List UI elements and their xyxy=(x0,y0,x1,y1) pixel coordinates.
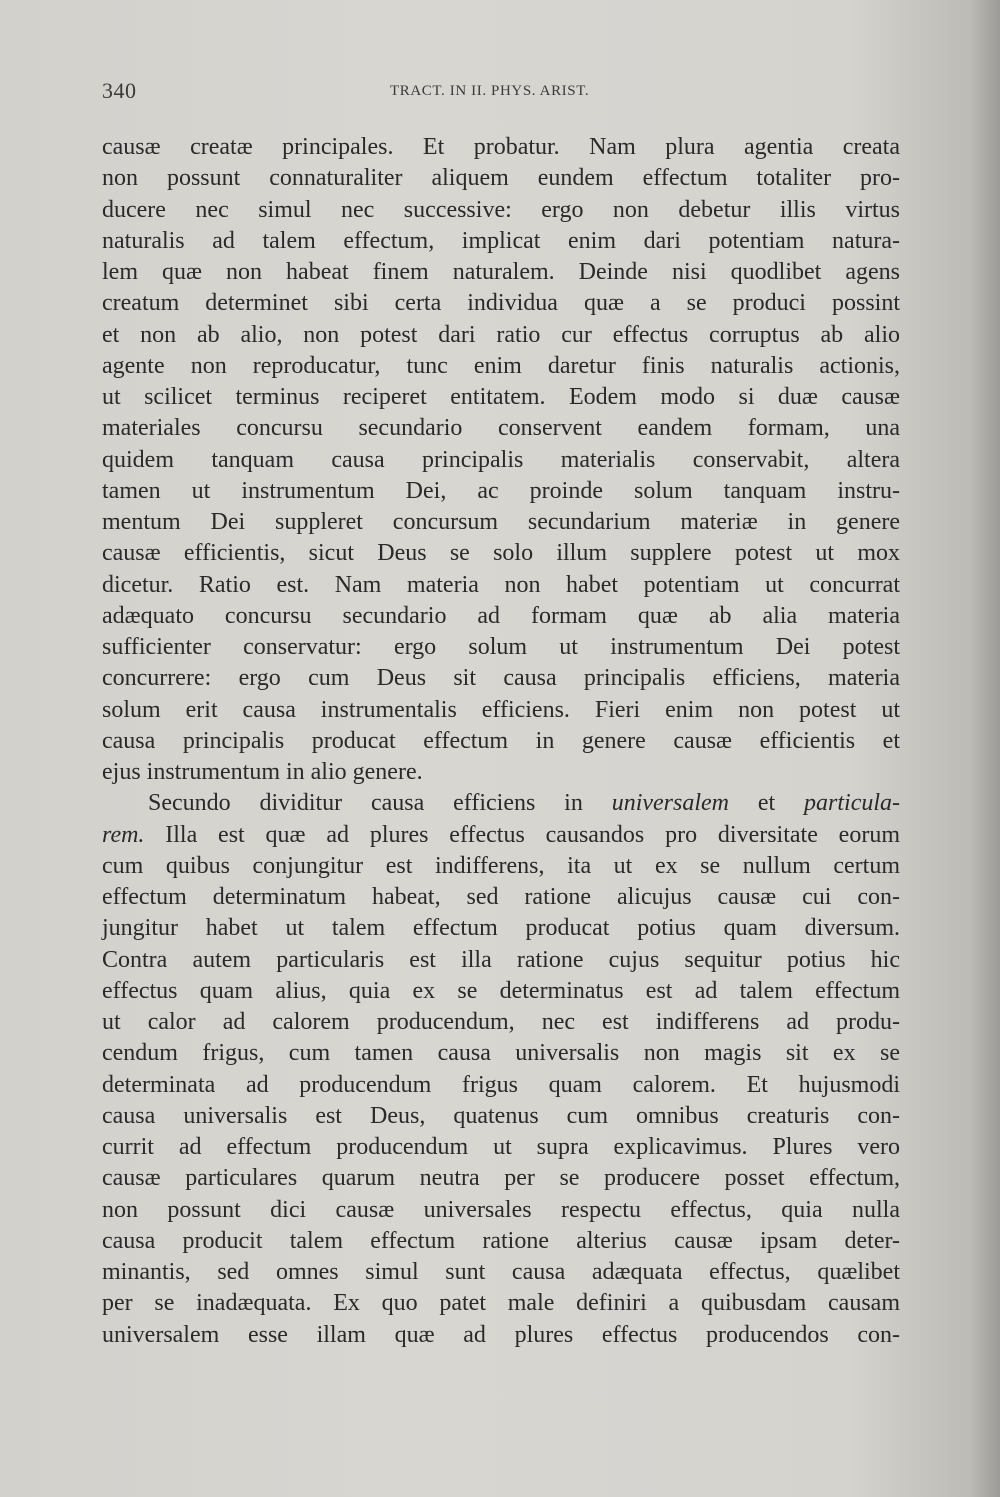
text-run: ejus instrumentum in alio genere. xyxy=(102,759,423,785)
text-line xyxy=(102,726,900,757)
text-run: ut calor ad calorem producendum, nec est indifferens ad produ- xyxy=(102,1009,900,1035)
text-line xyxy=(102,820,900,851)
text-run: et non ab alio, non potest dari ratio cur effectus corruptus ab alio xyxy=(102,321,900,348)
body-text xyxy=(102,132,900,1351)
text-line xyxy=(102,226,900,257)
text-line xyxy=(102,601,900,632)
text-run: minantis, sed omnes simul sunt causa adæquata effectus, quælibet xyxy=(102,1259,900,1285)
text-line xyxy=(102,788,900,819)
text-line xyxy=(102,413,900,444)
text-run: per se inadæquata. Ex quo patet male definiri a quibusdam causam xyxy=(102,1290,900,1317)
running-title: TRACT. IN II. PHYS. ARIST. xyxy=(390,83,590,99)
text-run: causa producit talem effectum ratione alterius causæ ipsam deter- xyxy=(102,1227,900,1254)
text-run: sufficienter conservatur: ergo solum ut instrumentum Dei potest xyxy=(102,634,900,660)
text-line xyxy=(102,132,900,163)
text-run: naturalis ad talem effectum, implicat enim dari potentiam natura- xyxy=(102,227,900,254)
text-line xyxy=(102,882,900,913)
text-line xyxy=(102,476,900,507)
italic-term: universalem xyxy=(611,790,729,817)
text-run: dicetur. Ratio est. Nam materia non habet potentiam ut concurrat xyxy=(102,571,900,598)
text-run: mentum Dei suppleret concursum secundarium materiæ in genere xyxy=(102,509,900,535)
text-line xyxy=(102,507,900,538)
text-run: causæ particulares quarum neutra per se producere posset effectum, xyxy=(102,1165,900,1192)
text-line xyxy=(102,1195,900,1226)
text-line xyxy=(102,320,900,351)
text-line xyxy=(102,945,900,976)
text-line xyxy=(102,851,900,882)
text-run: tamen ut instrumentum Dei, ac proinde solum tanquam instru- xyxy=(102,477,900,504)
text-line xyxy=(102,1007,900,1038)
running-head xyxy=(102,78,900,104)
text-line xyxy=(102,1288,900,1319)
text-run: cum quibus conjungitur est indifferens, ita ut ex se nullum certum xyxy=(102,852,900,879)
text-line xyxy=(102,1257,900,1288)
text-line xyxy=(102,1101,900,1132)
text-run: concurrere: ergo cum Deus sit causa principalis efficiens, materia xyxy=(102,665,900,692)
text-run: non possunt dici causæ universales respectu effectus, quia nulla xyxy=(102,1196,900,1223)
text-run: non possunt connaturaliter aliquem eundem effectum totaliter pro- xyxy=(102,165,900,192)
text-run: determinata ad producendum frigus quam calorem. Et hujusmodi xyxy=(102,1071,900,1098)
text-line xyxy=(102,913,900,944)
text-run: universalem esse illam quæ ad plures effectus producendos con- xyxy=(102,1321,900,1348)
text-run: creatum determinet sibi certa individua quæ a se produci possint xyxy=(102,290,900,317)
text-line xyxy=(102,695,900,726)
text-line xyxy=(102,288,900,319)
text-line xyxy=(102,663,900,694)
text-line xyxy=(102,1163,900,1194)
text-run: jungitur habet ut talem effectum producat potius quam diversum. xyxy=(102,915,900,942)
text-line xyxy=(102,632,900,663)
text-run: agente non reproducatur, tunc enim daretur finis naturalis actionis, xyxy=(102,352,900,379)
text-line xyxy=(102,976,900,1007)
text-run: lem quæ non habeat finem naturalem. Deinde nisi quodlibet agens xyxy=(102,259,900,285)
text-run: effectum determinatum habeat, sed ratione alicujus causæ cui con- xyxy=(102,884,900,910)
text-run: cendum frigus, cum tamen causa universalis non magis sit ex se xyxy=(102,1040,900,1067)
text-run: Contra autem particularis est illa ratione cujus sequitur potius hic xyxy=(102,946,900,973)
text-line xyxy=(102,1070,900,1101)
text-line xyxy=(102,163,900,194)
text-line xyxy=(102,757,900,788)
text-run: causæ creatæ principales. Et probatur. Nam plura agentia creata xyxy=(102,134,900,160)
text-run: ducere nec simul nec successive: ergo non debetur illis virtus xyxy=(102,196,900,223)
text-line xyxy=(102,351,900,382)
text-line xyxy=(102,257,900,288)
text-run: solum erit causa instrumentalis efficiens. Fieri enim non potest ut xyxy=(102,696,900,723)
text-run: Illa est quæ ad plures effectus causandos pro diversitate eorum xyxy=(144,821,900,848)
text-run: Secundo dividitur causa efficiens in xyxy=(148,790,612,817)
text-line xyxy=(102,382,900,413)
text-run: causa principalis producat effectum in genere causæ efficientis et xyxy=(102,727,900,754)
text-line xyxy=(102,1038,900,1069)
text-run: currit ad effectum producendum ut supra explicavimus. Plures vero xyxy=(102,1134,900,1160)
text-line xyxy=(102,195,900,226)
text-run: adæquato concursu secundario ad formam quæ ab alia materia xyxy=(102,602,900,629)
text-line xyxy=(102,570,900,601)
italic-term: rem. xyxy=(102,821,145,848)
text-line xyxy=(102,1226,900,1257)
text-run: causa universalis est Deus, quatenus cum omnibus creaturis con- xyxy=(102,1102,900,1129)
page-number: 340 xyxy=(102,78,137,103)
text-line xyxy=(102,1132,900,1163)
text-run: materiales concursu secundario conservent eandem formam, una xyxy=(102,415,900,442)
text-run: effectus quam alius, quia ex se determinatus est ad talem effectum xyxy=(102,977,900,1004)
text-line xyxy=(102,1320,900,1351)
italic-term: particula- xyxy=(804,790,901,817)
text-run: et xyxy=(729,790,805,817)
text-line xyxy=(102,445,900,476)
text-line xyxy=(102,538,900,569)
text-run: ut scilicet terminus reciperet entitatem. Eodem modo si duæ causæ xyxy=(102,384,900,410)
text-run: causæ efficientis, sicut Deus se solo illum supplere potest ut mox xyxy=(102,540,900,567)
text-run: quidem tanquam causa principalis materialis conservabit, altera xyxy=(102,446,900,473)
